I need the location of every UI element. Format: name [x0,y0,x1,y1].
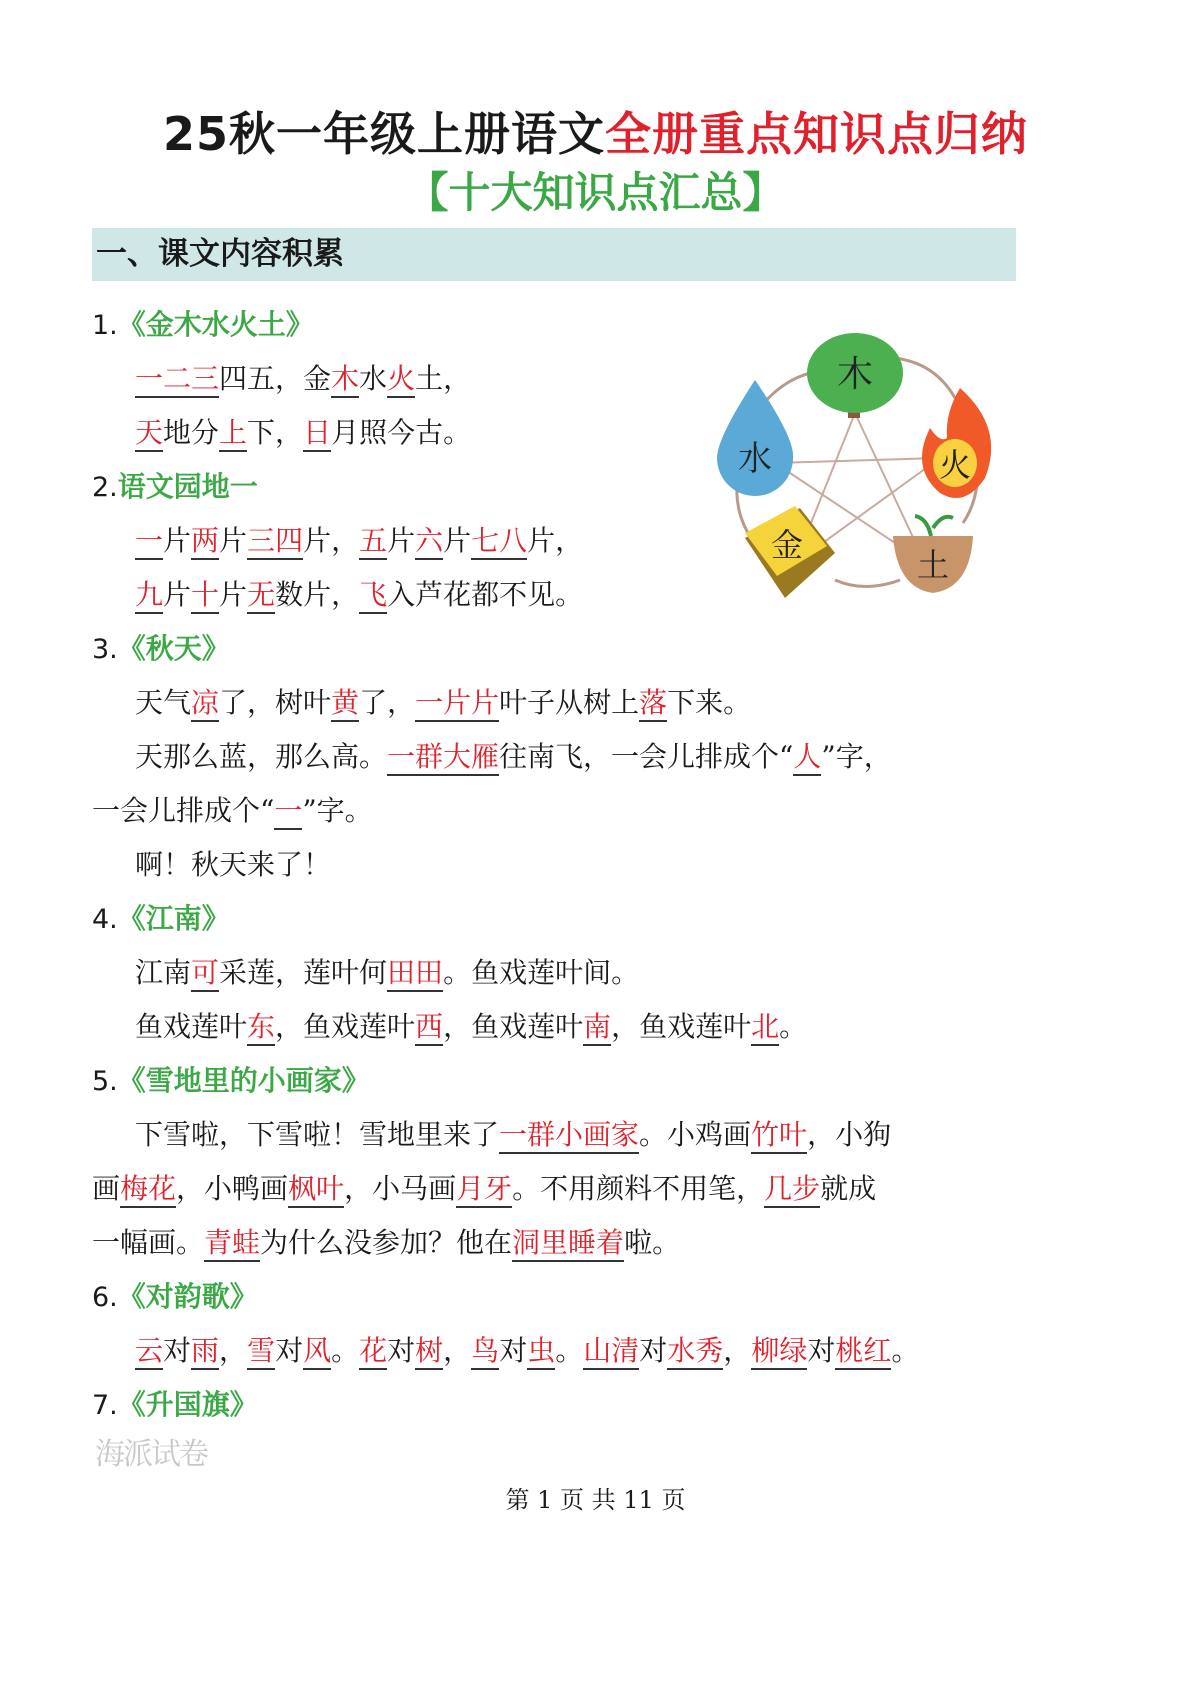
key-word: 洞里睡着 [512,1226,624,1262]
text-segment: 水 [359,362,388,395]
key-word: 花 [359,1334,387,1370]
item-heading [92,460,258,514]
item-heading [92,298,314,352]
item-number: 2. [92,472,118,503]
text-line [92,676,751,730]
text-segment: 下来。 [667,686,752,719]
key-word: 水秀 [667,1334,723,1370]
text-segment: 天那么蓝，那么高。 [135,740,388,773]
key-word: 西 [415,1010,443,1046]
page-title [0,98,1191,164]
key-word: 山清 [583,1334,639,1370]
key-word: 一 [274,794,302,830]
key-word: 几步 [764,1172,820,1208]
text-line [92,784,373,838]
item-number: 7. [92,1390,118,1421]
key-word: 可 [191,956,219,992]
item-title: 《对韵歌》 [117,1280,258,1313]
text-line [92,1216,680,1270]
key-word: 上 [219,416,247,452]
text-segment: 。 [779,1010,808,1043]
text-segment: 。 [331,1334,360,1367]
text-segment: 片 [163,524,192,557]
key-word: 柳绿 [751,1334,807,1370]
text-segment: 片， [527,524,584,557]
text-segment: 对 [807,1334,836,1367]
key-word: 树 [415,1334,443,1370]
item-heading [92,622,230,676]
earth-label: 土 [916,546,950,584]
text-line [92,838,331,892]
key-word: 南 [583,1010,611,1046]
text-line [92,406,471,460]
page-footer: 第 1 页 共 11 页 [505,1486,686,1514]
key-word: 九 [135,578,163,614]
key-word: 日 [303,416,331,452]
key-word: 风 [303,1334,331,1370]
key-word: 飞 [359,578,387,614]
text-segment: ，鱼戏莲叶 [611,1010,752,1043]
key-word: 三四 [247,524,303,560]
text-segment: 入芦花都不见。 [387,578,584,611]
text-segment: 采莲，莲叶何 [219,956,388,989]
key-word: 十 [191,578,219,614]
text-segment: ，小鸭画 [176,1172,289,1205]
text-line [92,1000,807,1054]
text-segment: 了，树叶 [219,686,332,719]
key-word: 雪 [247,1334,275,1370]
text-segment: 地分 [163,416,220,449]
text-segment: 数片， [275,578,360,611]
text-segment: 下雪啦，下雪啦！雪地里来了 [135,1118,500,1151]
key-word: 两 [191,524,219,560]
text-segment: 土， [415,362,472,395]
text-segment: ，小马画 [344,1172,457,1205]
key-word: 北 [751,1010,779,1046]
key-word: 桃红 [835,1334,891,1370]
item-number: 3. [92,634,118,665]
item-heading [92,1270,258,1324]
text-line [92,1108,891,1162]
text-segment: 就成 [820,1172,877,1205]
item-title: 语文园地一 [117,470,258,503]
text-segment: 对 [387,1334,416,1367]
key-word: 枫叶 [288,1172,344,1208]
title-part-black: 25秋一年级上册语文 [162,107,605,161]
text-segment: ”字。 [302,794,373,827]
text-segment: 一会儿排成个“ [92,794,275,827]
five-elements-illustration [715,318,1005,608]
text-segment: ， [443,1334,472,1367]
text-segment: 一幅画。 [92,1226,205,1259]
item-heading [92,1378,258,1432]
text-segment: 。小鸡画 [639,1118,752,1151]
text-segment: 对 [499,1334,528,1367]
key-word: 月牙 [456,1172,512,1208]
text-line [92,514,583,568]
key-word: 火 [387,362,415,398]
key-word: 鸟 [471,1334,499,1370]
text-line [92,568,583,622]
wood-label: 木 [836,354,874,395]
text-segment: 江南 [135,956,192,989]
text-segment: ， [219,1334,248,1367]
text-line [92,1162,876,1216]
text-segment: 为什么没参加？他在 [260,1226,513,1259]
key-word: 一二三 [135,362,219,398]
text-segment: 片 [387,524,416,557]
water-drop-icon [717,380,793,496]
item-number: 4. [92,904,118,935]
text-segment: 天气 [135,686,192,719]
earth-pot-icon [893,516,973,593]
text-segment: ，小狗 [807,1118,892,1151]
key-word: 东 [247,1010,275,1046]
watermark: 海派试卷 [95,1437,207,1472]
text-segment: ， [723,1334,752,1367]
text-segment: 啊！秋天来了！ [135,848,332,881]
text-segment: 鱼戏莲叶 [135,1010,248,1043]
text-segment: 叶子从树上 [499,686,640,719]
text-line [92,352,471,406]
key-word: 无 [247,578,275,614]
text-segment: 。 [555,1334,584,1367]
text-segment: 了， [359,686,416,719]
item-number: 5. [92,1066,118,1097]
key-word: 梅花 [120,1172,176,1208]
fire-icon [922,388,991,498]
item-title: 《秋天》 [117,632,230,665]
metal-label: 金 [770,526,804,564]
key-word: 七八 [471,524,527,560]
key-word: 田田 [387,956,443,992]
key-word: 虫 [527,1334,555,1370]
text-segment: 对 [639,1334,668,1367]
text-segment: 片， [303,524,360,557]
text-segment: 。 [891,1334,920,1367]
subtitle: 【十大知识点汇总】 [406,168,785,217]
item-title: 《雪地里的小画家》 [117,1064,370,1097]
key-word: 落 [639,686,667,722]
key-word: 竹叶 [751,1118,807,1154]
key-word: 五 [359,524,387,560]
wood-tree-icon [807,333,903,418]
section-header: 一、课文内容积累 [92,228,1016,281]
key-word: 天 [135,416,163,452]
water-label: 水 [738,439,772,479]
key-word: 凉 [191,686,219,722]
text-line [92,1324,919,1378]
text-segment: 画 [92,1172,121,1205]
text-segment: 四五，金 [219,362,332,395]
fire-label: 火 [938,446,972,484]
item-heading [92,892,230,946]
text-segment: 。鱼戏莲叶间。 [443,956,640,989]
key-word: 六 [415,524,443,560]
key-word: 一片片 [415,686,499,722]
item-number: 6. [92,1282,118,1313]
key-word: 一群小画家 [499,1118,639,1154]
key-word: 一 [135,524,163,560]
key-word: 木 [331,362,359,398]
key-word: 人 [793,740,821,776]
key-word: 云 [135,1334,163,1370]
item-title: 《升国旗》 [117,1388,258,1421]
title-part-red: 全册重点知识点归纳 [605,107,1028,161]
key-word: 黄 [331,686,359,722]
text-segment: 片 [219,578,248,611]
text-line [92,730,892,784]
text-segment: ，鱼戏莲叶 [443,1010,584,1043]
text-segment: 月照今古。 [331,416,472,449]
text-segment: 啦。 [624,1226,681,1259]
item-title: 《江南》 [117,902,230,935]
text-segment: 片 [163,578,192,611]
metal-gold-icon [745,506,835,598]
text-segment: ，鱼戏莲叶 [275,1010,416,1043]
text-segment: ”字， [821,740,892,773]
text-segment: 片 [443,524,472,557]
key-word: 雨 [191,1334,219,1370]
text-line [92,946,639,1000]
text-segment: 下， [247,416,304,449]
item-heading [92,1054,370,1108]
text-segment: 对 [275,1334,304,1367]
text-segment: 对 [163,1334,192,1367]
text-segment: 片 [219,524,248,557]
text-segment: 往南飞，一会儿排成个“ [499,740,794,773]
item-number: 1. [92,310,118,341]
text-segment: 。不用颜料不用笔， [512,1172,765,1205]
item-title: 《金木水火土》 [117,308,314,341]
key-word: 青蛙 [204,1226,260,1262]
key-word: 一群大雁 [387,740,499,776]
